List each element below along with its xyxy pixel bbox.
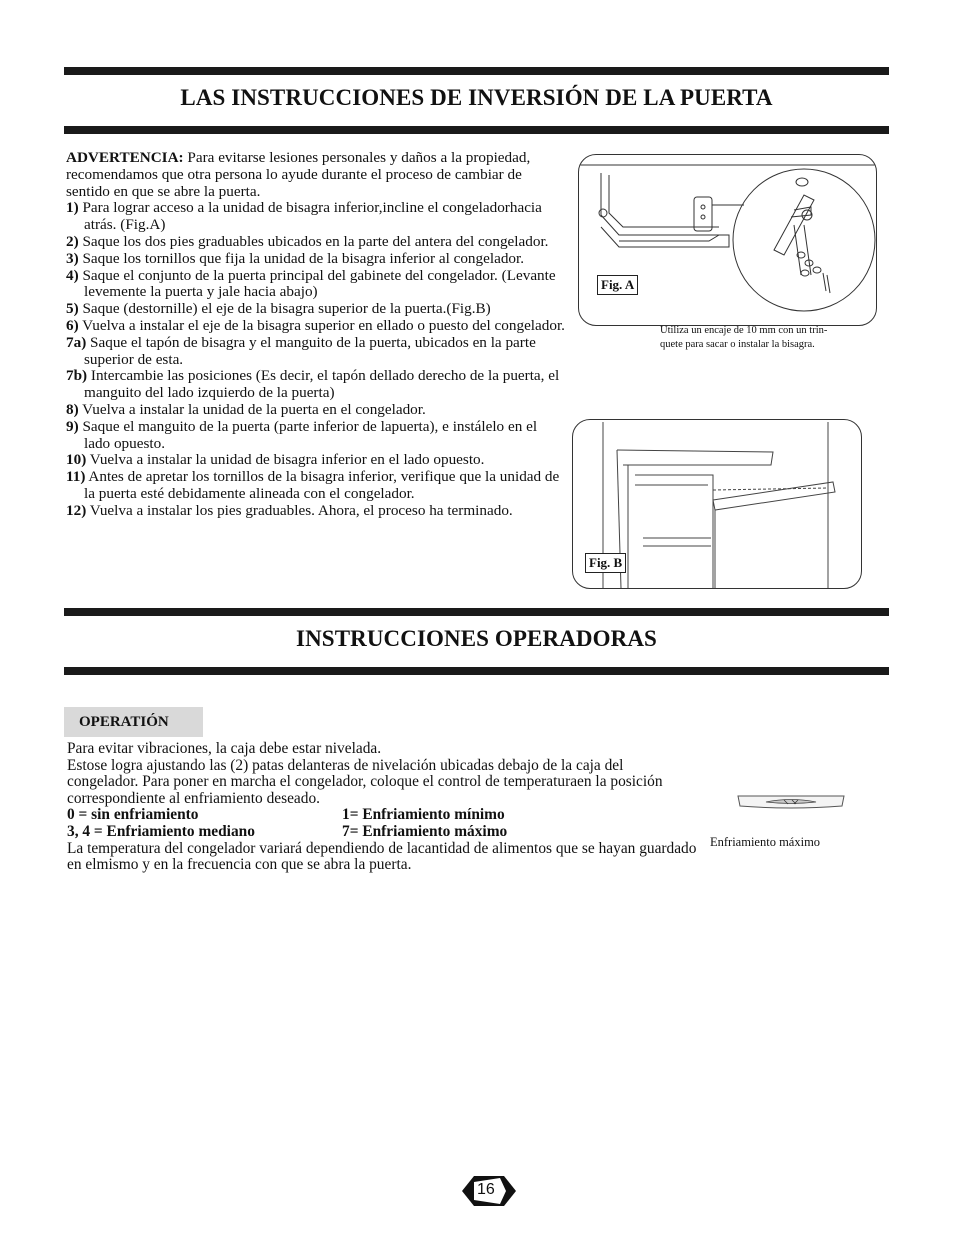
figure-b-freezer <box>572 419 862 589</box>
setting-3-4: 3, 4 = Enfriamiento mediano <box>67 822 255 840</box>
operation-line-2: Estose logra ajustando las (2) patas delanteras de nivelación ubicadas debajo de la caja del congelador. Para poner en marcha el congelador, coloque el control de temperaturaen la posición correspondiente al enfriamiento deseado. <box>67 756 663 807</box>
step-item: 2) Saque los dos pies graduables ubicados en la parte del antera del congelador. <box>66 232 549 250</box>
operation-body <box>67 741 697 874</box>
setting-7: 7= Enfriamiento máximo <box>342 822 508 840</box>
step-item: 11) Antes de apretar los tornillos de la bisagra inferior, verifique que la unidad de la puerta esté debidamente alineada con el congelador. <box>66 468 560 502</box>
hinge-illustration <box>579 155 876 325</box>
settings-row-1 <box>67 807 697 824</box>
operation-line-1: Para evitar vibraciones, la caja debe estar nivelada. <box>67 740 382 757</box>
top-rule <box>64 67 889 75</box>
fig-a-caption: Utiliza un encaje de 10 mm con un trin- quete para sacar o instalar la bisagra. <box>660 325 828 350</box>
step-item: 9) Saque el manguito de la puerta (parte inferior de lapuerta), e instálelo en el lado opuesto. <box>66 417 538 452</box>
step-item: 12) Vuelva a instalar los pies graduables. Ahora, el proceso ha terminado. <box>66 501 513 519</box>
step-item: 3) Saque los tornillos que fija la unidad de la bisagra inferior al congelador. <box>66 249 525 267</box>
setting-1: 1= Enfriamiento mínimo <box>342 806 505 824</box>
step-item: 5) Saque (destornille) el eje de la bisagra superior de la puerta.(Fig.B) <box>66 300 491 318</box>
operation-tab: OPERATIÓN <box>64 707 203 737</box>
page-number-badge <box>460 1172 518 1210</box>
door-reversal-rule <box>64 126 889 134</box>
door-reversal-title: LAS INSTRUCCIONES DE INVERSIÓN DE LA PUERTA <box>180 85 773 110</box>
operating-title: INSTRUCCIONES OPERADORAS <box>296 626 657 651</box>
warning-label: ADVERTENCIA: <box>66 149 184 166</box>
door-reversal-steps <box>66 150 566 520</box>
step-item: 10) Vuelva a instalar la unidad de bisagra inferior en el lado opuesto. <box>66 451 485 469</box>
step-item: 7a) Saque el tapón de bisagra y el manguito de la puerta, ubicados en la parte superior de esta. <box>66 333 536 368</box>
setting-0: 0 = sin enfriamiento <box>67 806 199 824</box>
step-item: 1) Para lograr acceso a la unidad de bisagra inferior,incline el congeladorhacia atrás. (Fig.A) <box>66 199 542 234</box>
step-item: 4) Saque el conjunto de la puerta principal del gabinete del congelador. (Levante levemente la puerta y jale hacia abajo) <box>66 266 556 301</box>
temperature-control-knob-icon <box>736 794 846 812</box>
fig-b-label: Fig. B <box>585 553 626 573</box>
fig-a-label: Fig. A <box>597 275 638 295</box>
warning-paragraph <box>66 150 566 200</box>
step-item: 8) Vuelva a instalar la unidad de la puerta en el congelador. <box>66 400 426 418</box>
operating-top-rule <box>64 608 889 616</box>
page-number: 16 <box>477 1181 495 1198</box>
warning-text: Para evitarse lesiones personales y daños a la propiedad, recomendamos que otra persona lo ayude durante el proceso de cambiar de sentido en que se abre la puerta. <box>66 149 531 200</box>
settings-row-2 <box>67 824 697 841</box>
operation-line-3: La temperatura del congelador variará dependiendo de lacantidad de alimentos que se hayan guardado en elmismo y en la frecuencia con que se abra la puerta. <box>67 839 697 874</box>
operating-rule <box>64 667 889 675</box>
step-item: 6) Vuelva a instalar el eje de la bisagra superior en ellado o puesto del congelador. <box>66 316 565 334</box>
knob-caption: Enfriamiento máximo <box>710 835 821 849</box>
figure-a-hinge <box>578 154 877 326</box>
step-item: 7b) Intercambie las posiciones (Es decir, el tapón dellado derecho de la puerta, el manguito del lado izquierdo de la puerta) <box>66 367 560 402</box>
